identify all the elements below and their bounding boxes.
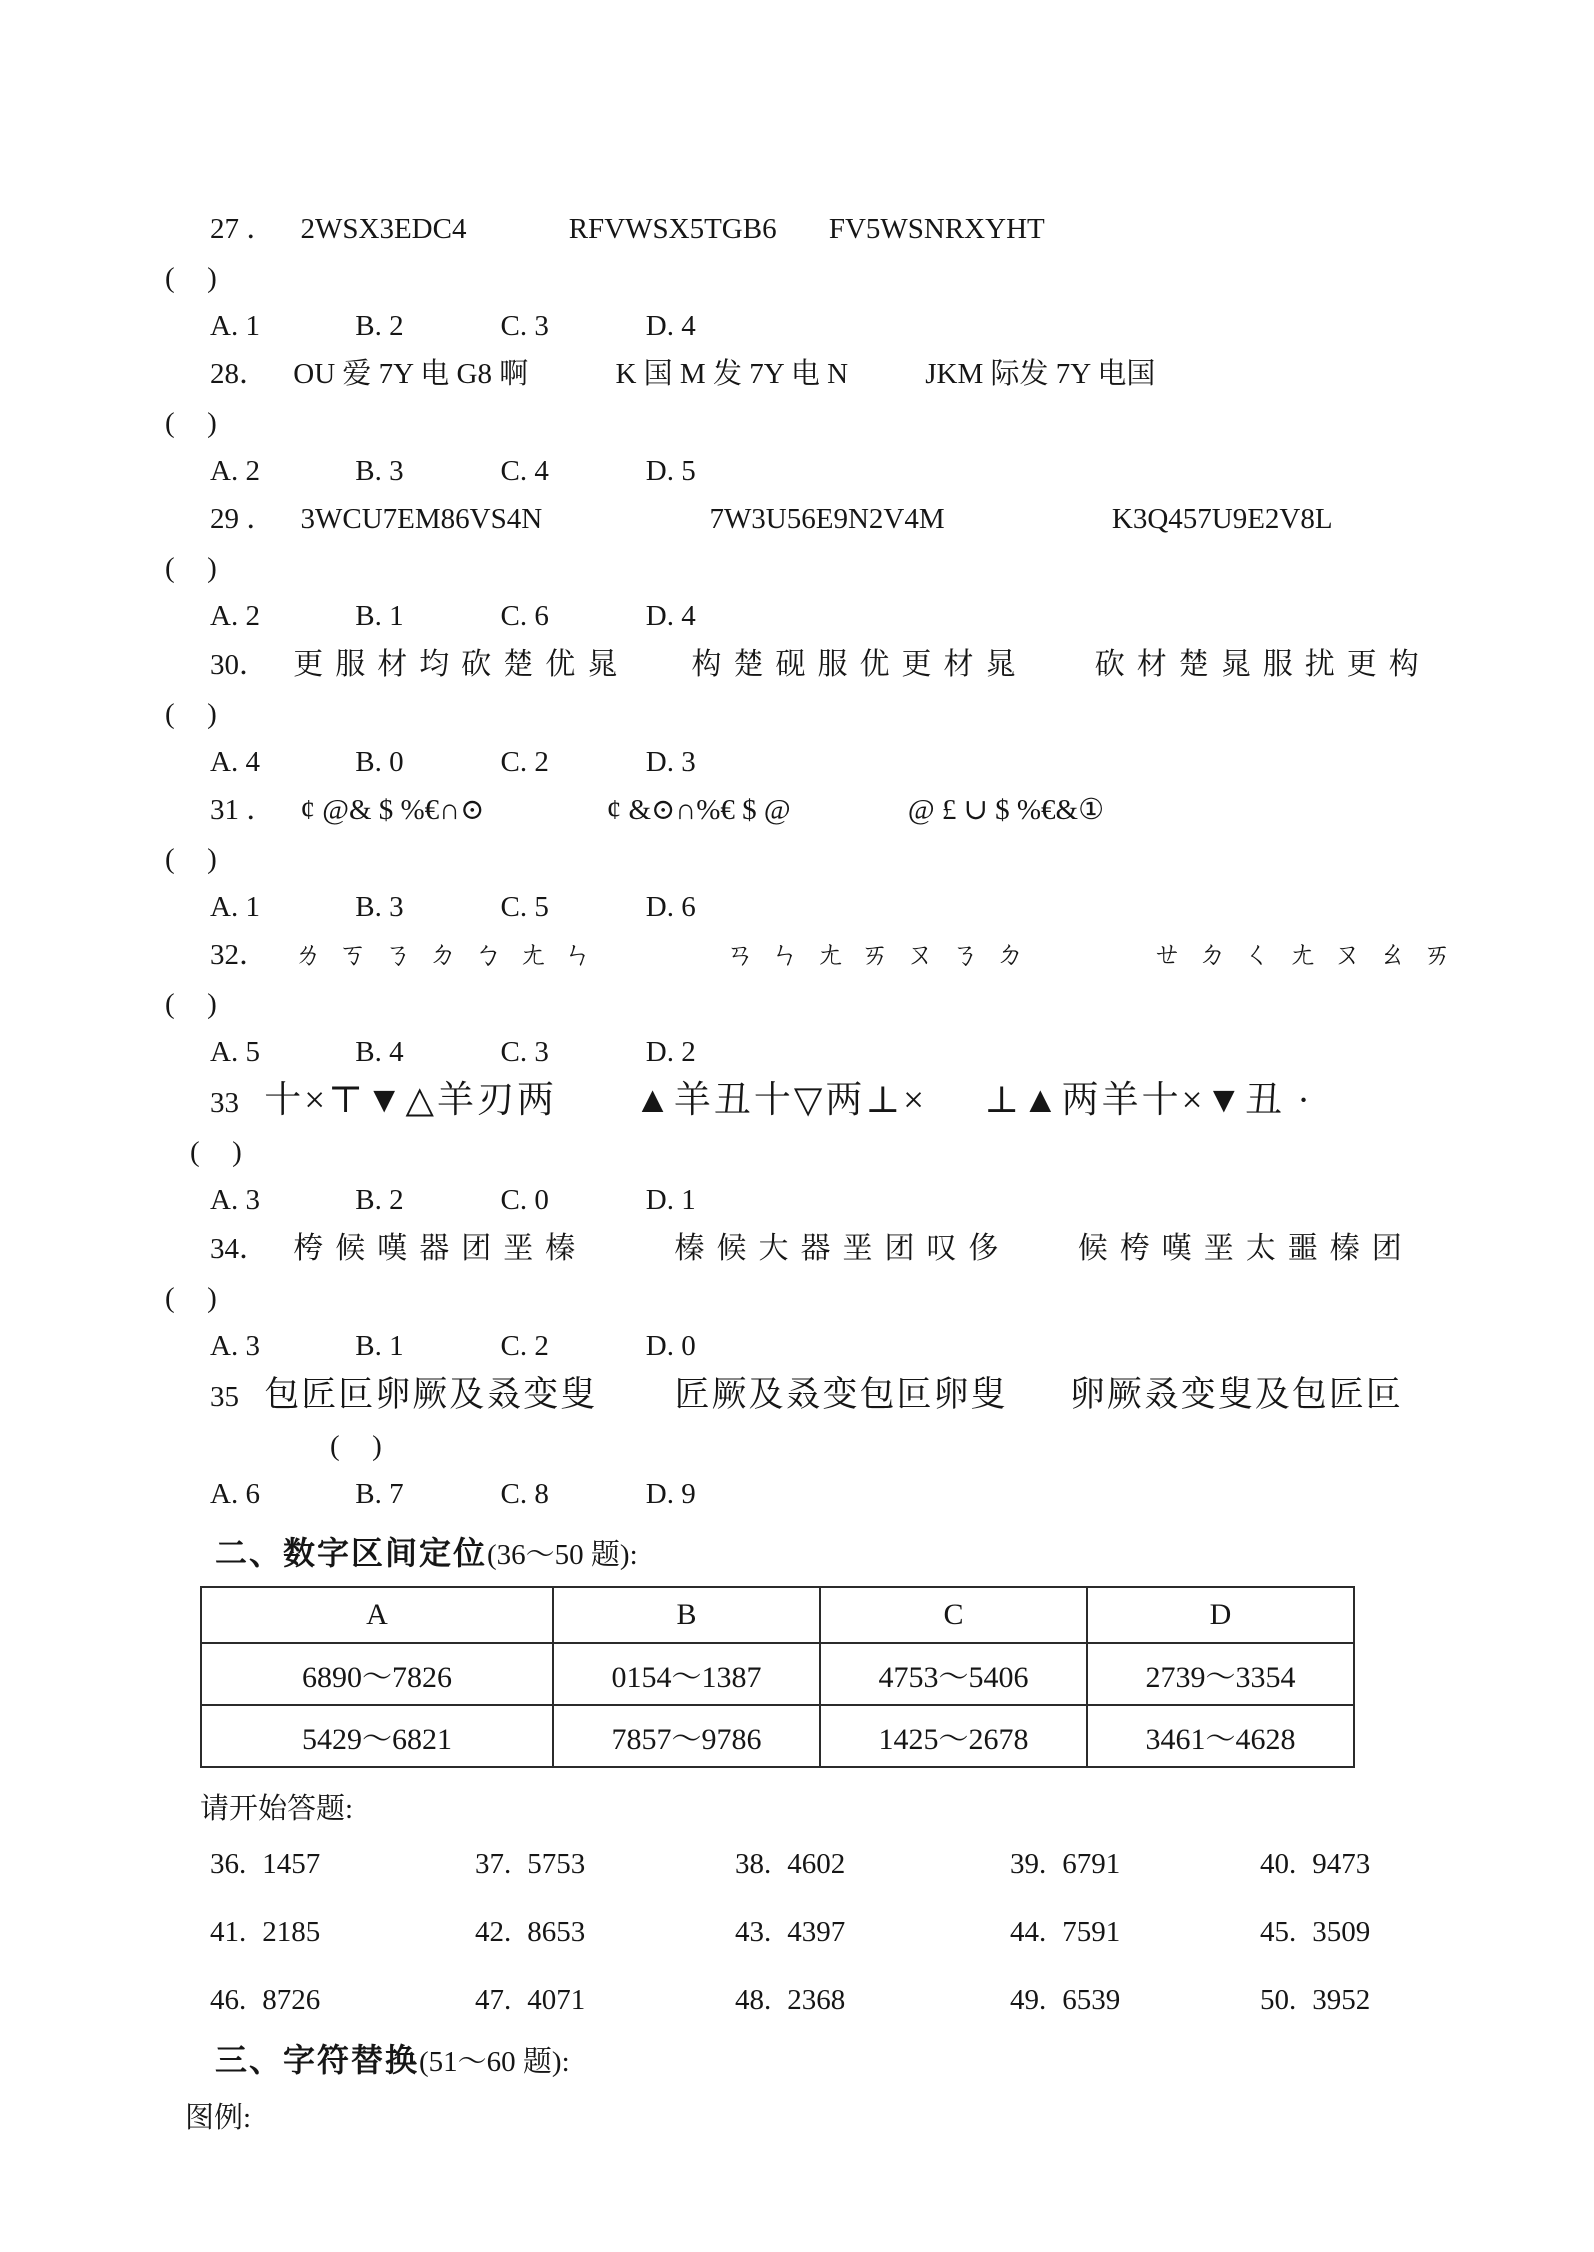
question-27-options <box>210 302 1564 350</box>
item-value: 2185 <box>262 1916 321 1948</box>
option-d: D. 1 <box>645 1184 696 1216</box>
option-a: A. 1 <box>210 891 260 923</box>
item-44 <box>1010 1908 1260 1957</box>
legend-label: 图例: <box>185 2102 252 2134</box>
question-number: 33 <box>210 1087 239 1119</box>
question-32-options <box>210 1028 1564 1076</box>
option-b: B. 2 <box>355 310 404 342</box>
option-d: D. 0 <box>645 1330 696 1362</box>
section-2-heading <box>215 1528 1564 1580</box>
item-value: 3952 <box>1312 1984 1371 2016</box>
item-number: 36. <box>210 1848 247 1880</box>
interval-table-row <box>201 1643 1354 1705</box>
number-items-grid <box>210 1840 1564 2025</box>
answer-bracket: ( ) <box>165 407 223 439</box>
string-group-2: 构楚砚服优更材晁 <box>691 648 1028 681</box>
interval-table-row <box>201 1705 1354 1767</box>
item-value: 5753 <box>527 1848 586 1880</box>
item-value: 8726 <box>262 1984 321 2016</box>
option-a: A. 1 <box>210 310 260 342</box>
item-number: 43. <box>735 1916 772 1948</box>
item-number: 45. <box>1260 1916 1297 1948</box>
answer-bracket: ( ) <box>165 262 223 294</box>
string-group-1: ㄌㄎㄋㄉㄅㄤㄣ <box>293 939 609 971</box>
item-value: 4071 <box>527 1984 586 2016</box>
question-27 <box>165 205 1564 350</box>
question-30-options <box>210 738 1564 786</box>
section-3-title: 三、字符替换 <box>215 2042 420 2078</box>
question-29 <box>165 495 1564 640</box>
item-48 <box>735 1976 1010 2025</box>
item-value: 3509 <box>1312 1916 1371 1948</box>
option-b: B. 3 <box>355 455 404 487</box>
question-28-options <box>210 447 1564 495</box>
question-31-stimulus <box>210 786 1564 835</box>
section-3-heading <box>215 2035 1564 2087</box>
question-35-options <box>210 1470 1564 1518</box>
string-group-3: FV5WSNRXYHT <box>828 213 1045 245</box>
item-value: 7591 <box>1062 1916 1121 1948</box>
string-group-3: 砍材楚晁服扰更构 <box>1094 648 1431 681</box>
string-group-3: K3Q457U9E2V8L <box>1111 503 1333 535</box>
option-b: B. 7 <box>355 1478 404 1510</box>
string-group-2: 7W3U56E9N2V4M <box>709 503 945 535</box>
option-b: B. 2 <box>355 1184 404 1216</box>
string-group-1: 十×⊤▼△羊刃两 <box>264 1080 557 1121</box>
question-35-stimulus <box>210 1370 1564 1422</box>
option-d: D. 5 <box>645 455 696 487</box>
string-group-3: @ £ ∪ $ %€&① <box>907 794 1105 826</box>
item-number: 37. <box>475 1848 512 1880</box>
item-number: 50. <box>1260 1984 1297 2016</box>
option-c: C. 3 <box>500 310 549 342</box>
question-30 <box>165 640 1564 786</box>
answer-bracket: ( ) <box>165 552 223 584</box>
option-c: C. 2 <box>500 746 549 778</box>
item-45 <box>1260 1908 1564 1957</box>
string-group-1: 包匠叵卵厥及叒变叟 <box>264 1375 598 1414</box>
interval-table <box>200 1586 1355 1768</box>
item-43 <box>735 1908 1010 1957</box>
question-34-options <box>210 1322 1564 1370</box>
question-number: 28． <box>210 358 269 390</box>
interval-cell: 5429～6821 <box>201 1705 553 1767</box>
question-28 <box>165 350 1564 495</box>
question-number: 35 <box>210 1381 239 1413</box>
item-value: 9473 <box>1312 1848 1371 1880</box>
answer-bracket: ( ) <box>190 1136 248 1168</box>
option-a: A. 2 <box>210 600 260 632</box>
item-value: 6539 <box>1062 1984 1121 2016</box>
answer-bracket: ( ) <box>330 1430 388 1462</box>
answer-bracket: ( ) <box>165 843 223 875</box>
item-number: 46. <box>210 1984 247 2016</box>
item-number: 47. <box>475 1984 512 2016</box>
item-39 <box>1010 1840 1260 1889</box>
string-group-3: 卵厥叒变叟及包匠叵 <box>1069 1375 1403 1414</box>
option-d: D. 4 <box>645 310 696 342</box>
item-41 <box>210 1908 475 1957</box>
question-33 <box>165 1076 1564 1224</box>
answer-bracket: ( ) <box>165 988 223 1020</box>
question-27-stimulus <box>210 205 1564 254</box>
item-number: 49. <box>1010 1984 1047 2016</box>
interval-cell: 2739～3354 <box>1087 1643 1354 1705</box>
answer-bracket: ( ) <box>165 698 223 730</box>
option-a: A. 4 <box>210 746 260 778</box>
string-group-2: RFVWSX5TGB6 <box>568 213 777 245</box>
option-c: C. 3 <box>500 1036 549 1068</box>
option-b: B. 1 <box>355 600 404 632</box>
answer-bracket: ( ) <box>165 1282 223 1314</box>
option-b: B. 0 <box>355 746 404 778</box>
item-number: 40. <box>1260 1848 1297 1880</box>
item-number: 42. <box>475 1916 512 1948</box>
item-value: 6791 <box>1062 1848 1121 1880</box>
question-33-stimulus <box>210 1076 1564 1128</box>
item-46 <box>210 1976 475 2025</box>
question-28-stimulus <box>210 350 1564 399</box>
string-group-3: 候桍嘆垩太噩榛团 <box>1077 1232 1414 1265</box>
item-value: 4602 <box>787 1848 846 1880</box>
interval-table-header-row <box>201 1587 1354 1643</box>
item-value: 2368 <box>787 1984 846 2016</box>
string-group-1: 桍候嘆器团垩榛 <box>293 1232 588 1265</box>
question-31 <box>165 786 1564 931</box>
item-40 <box>1260 1840 1564 1889</box>
item-36 <box>210 1840 475 1889</box>
string-group-1: OU 爱 7Y 电 G8 啊 <box>293 358 529 390</box>
question-32 <box>165 931 1564 1076</box>
question-29-options <box>210 592 1564 640</box>
question-35 <box>165 1370 1564 1518</box>
question-33-options <box>210 1176 1564 1224</box>
header-cell-a: A <box>201 1587 553 1643</box>
header-cell-b: B <box>553 1587 820 1643</box>
question-number: 27 ． <box>210 213 276 245</box>
section-3-range-note: (51～60 题): <box>419 2046 570 2078</box>
item-number: 38. <box>735 1848 772 1880</box>
item-47 <box>475 1976 735 2025</box>
option-d: D. 3 <box>645 746 696 778</box>
string-group-2: K 国 M 发 7Y 电 N <box>615 358 849 390</box>
string-group-2: 匠厥及叒变包叵卵叟 <box>674 1375 1008 1414</box>
interval-cell: 4753～5406 <box>820 1643 1087 1705</box>
question-number: 30． <box>210 649 269 681</box>
string-group-1: 更服材均砍楚优晁 <box>293 648 630 681</box>
option-d: D. 6 <box>645 891 696 923</box>
option-c: C. 5 <box>500 891 549 923</box>
option-a: A. 3 <box>210 1330 260 1362</box>
question-number: 32． <box>210 939 269 971</box>
option-c: C. 0 <box>500 1184 549 1216</box>
string-group-3: JKM 际发 7Y 电国 <box>925 358 1156 390</box>
item-50 <box>1260 1976 1564 2025</box>
item-value: 8653 <box>527 1916 586 1948</box>
string-group-2: 榛候大器垩团叹侈 <box>674 1232 1011 1265</box>
question-number: 31 ． <box>210 794 276 826</box>
string-group-2: ¢ &⊙∩%€ $ @ <box>606 794 791 826</box>
question-31-options <box>210 883 1564 931</box>
interval-cell: 1425～2678 <box>820 1705 1087 1767</box>
question-29-stimulus <box>210 495 1564 544</box>
interval-cell: 7857～9786 <box>553 1705 820 1767</box>
question-34 <box>165 1224 1564 1370</box>
option-b: B. 3 <box>355 891 404 923</box>
option-d: D. 9 <box>645 1478 696 1510</box>
string-group-3: ㄝㄉㄑㄤㄡㄠㄞ <box>1152 939 1468 971</box>
option-c: C. 8 <box>500 1478 549 1510</box>
option-a: A. 2 <box>210 455 260 487</box>
string-group-2: ㄢㄣㄤㄞㄡㄋㄉ <box>725 939 1041 971</box>
item-37 <box>475 1840 735 1889</box>
section-2-range-note: (36～50 题): <box>487 1539 638 1571</box>
start-answer-prompt: 请开始答题: <box>200 1793 354 1825</box>
option-a: A. 5 <box>210 1036 260 1068</box>
option-c: C. 2 <box>500 1330 549 1362</box>
option-b: B. 4 <box>355 1036 404 1068</box>
interval-cell: 3461～4628 <box>1087 1705 1354 1767</box>
item-number: 41. <box>210 1916 247 1948</box>
question-number: 34． <box>210 1233 269 1265</box>
string-group-1: 2WSX3EDC4 <box>300 213 467 245</box>
item-value: 4397 <box>787 1916 846 1948</box>
option-c: C. 6 <box>500 600 549 632</box>
item-49 <box>1010 1976 1260 2025</box>
item-42 <box>475 1908 735 1957</box>
item-number: 39. <box>1010 1848 1047 1880</box>
interval-cell: 6890～7826 <box>201 1643 553 1705</box>
option-d: D. 2 <box>645 1036 696 1068</box>
item-value: 1457 <box>262 1848 321 1880</box>
option-d: D. 4 <box>645 600 696 632</box>
string-group-3: ⊥▲两羊十×▼丑 · <box>984 1080 1313 1121</box>
question-number: 29 ． <box>210 503 276 535</box>
item-number: 44. <box>1010 1916 1047 1948</box>
option-a: A. 3 <box>210 1184 260 1216</box>
question-30-stimulus <box>210 640 1564 690</box>
option-a: A. 6 <box>210 1478 260 1510</box>
section-2-title: 二、数字区间定位 <box>215 1535 488 1571</box>
item-number: 48. <box>735 1984 772 2016</box>
string-group-1: ¢ @& $ %€∩⊙ <box>300 794 485 826</box>
header-cell-d: D <box>1087 1587 1354 1643</box>
interval-cell: 0154～1387 <box>553 1643 820 1705</box>
header-cell-c: C <box>820 1587 1087 1643</box>
option-c: C. 4 <box>500 455 549 487</box>
string-group-1: 3WCU7EM86VS4N <box>300 503 543 535</box>
question-34-stimulus <box>210 1224 1564 1274</box>
option-b: B. 1 <box>355 1330 404 1362</box>
string-group-2: ▲羊丑十▽两⊥× <box>634 1080 927 1121</box>
item-38 <box>735 1840 1010 1889</box>
question-32-stimulus <box>210 931 1564 980</box>
